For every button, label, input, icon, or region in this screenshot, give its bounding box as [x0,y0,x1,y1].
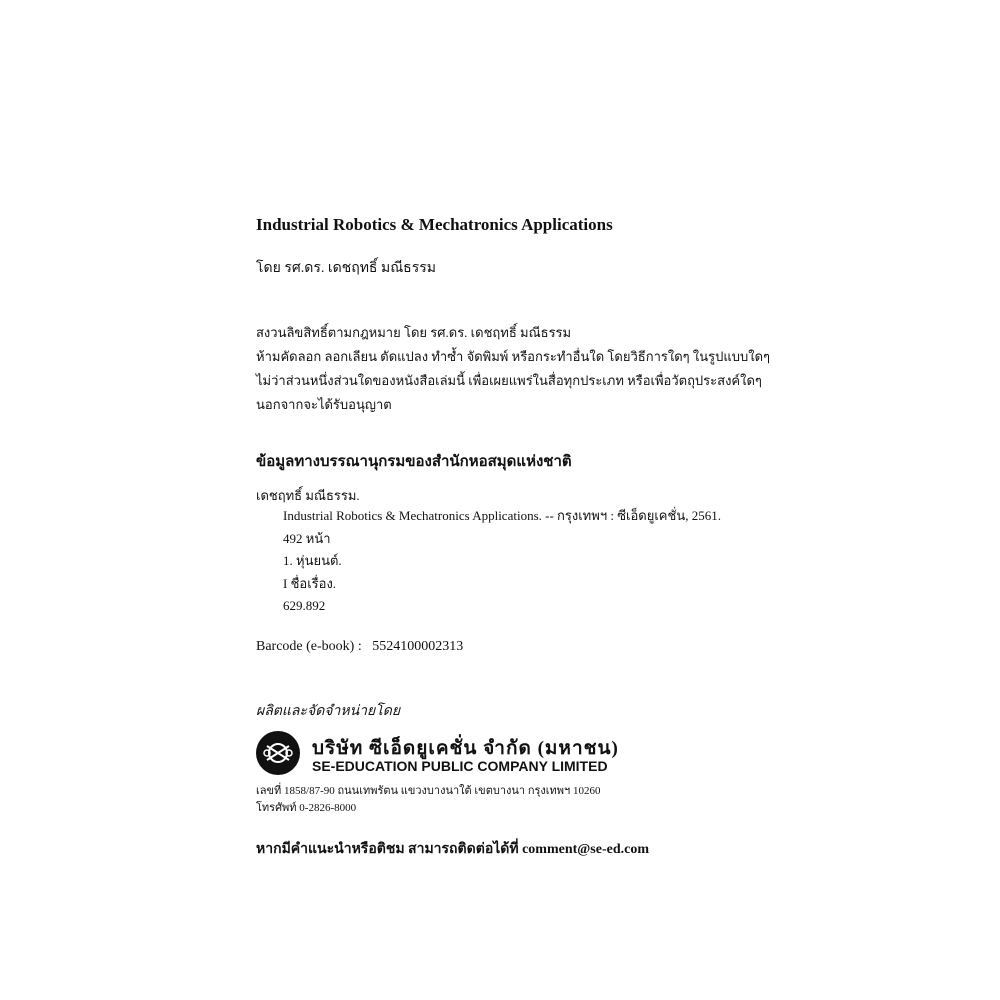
copyright-line: นอกจากจะได้รับอนุญาต [256,397,392,412]
cip-record [283,505,721,618]
cip-line: 1. หุ่นยนต์. [283,553,342,568]
copyright-line: สงวนลิขสิทธิ์ตามกฎหมาย โดย รศ.ดร. เดชฤทธิ์ มณีธรรม [256,325,572,340]
barcode-value: 5524100002313 [372,639,464,654]
copyright-notice [256,321,770,417]
cip-line: Industrial Robotics & Mechatronics Applications. -- กรุงเทพฯ : ซีเอ็ดยูเคชั่น, 2561. [283,508,721,523]
contact-line: หากมีคำแนะนำหรือติชม สามารถติดต่อได้ที่ comment@se-ed.com [256,842,650,857]
company-name-english: SE-EDUCATION PUBLIC COMPANY LIMITED [312,758,608,774]
copyright-line: ไม่ว่าส่วนหนึ่งส่วนใดของหนังสือเล่มนี้ เพื่อเผยแพร่ในสื่อทุกประเภท หรือเพื่อวัตถุประสงค์ใดๆ [256,373,762,388]
se-ed-logo-icon [256,731,300,775]
publisher-intro: ผลิตและจัดจำหน่ายโดย [256,704,401,719]
barcode-line [256,639,463,655]
publisher-phone: โทรศัพท์ 0-2826-8000 [256,802,357,814]
publisher-address: เลขที่ 1858/87-90 ถนนเทพรัตน แขวงบางนาใต้ เขตบางนา กรุงเทพฯ 10260 [256,785,601,797]
company-name-thai: บริษัท ซีเอ็ดยูเคชั่น จำกัด (มหาชน) [312,738,619,759]
cip-author: เดชฤทธิ์ มณีธรรม. [256,488,360,503]
cip-line: 492 หน้า [283,530,331,546]
cip-heading: ข้อมูลทางบรรณานุกรมของสำนักหอสมุดแห่งชาติ [256,454,572,470]
book-title: Industrial Robotics & Mechatronics Applications [256,215,613,234]
publisher-address-block [256,783,600,817]
copyright-line: ห้ามคัดลอก ลอกเลียน ดัดแปลง ทำซ้ำ จัดพิมพ์ หรือกระทำอื่นใด โดยวิธีการใดๆ ในรูปแบบใดๆ [256,349,770,364]
cip-line: I ชื่อเรื่อง. [283,575,337,591]
cip-line: 629.892 [283,598,326,613]
author-line: โดย รศ.ดร. เดชฤทธิ์ มณีธรรม [256,261,436,276]
barcode-label: Barcode (e-book) : [256,639,362,654]
